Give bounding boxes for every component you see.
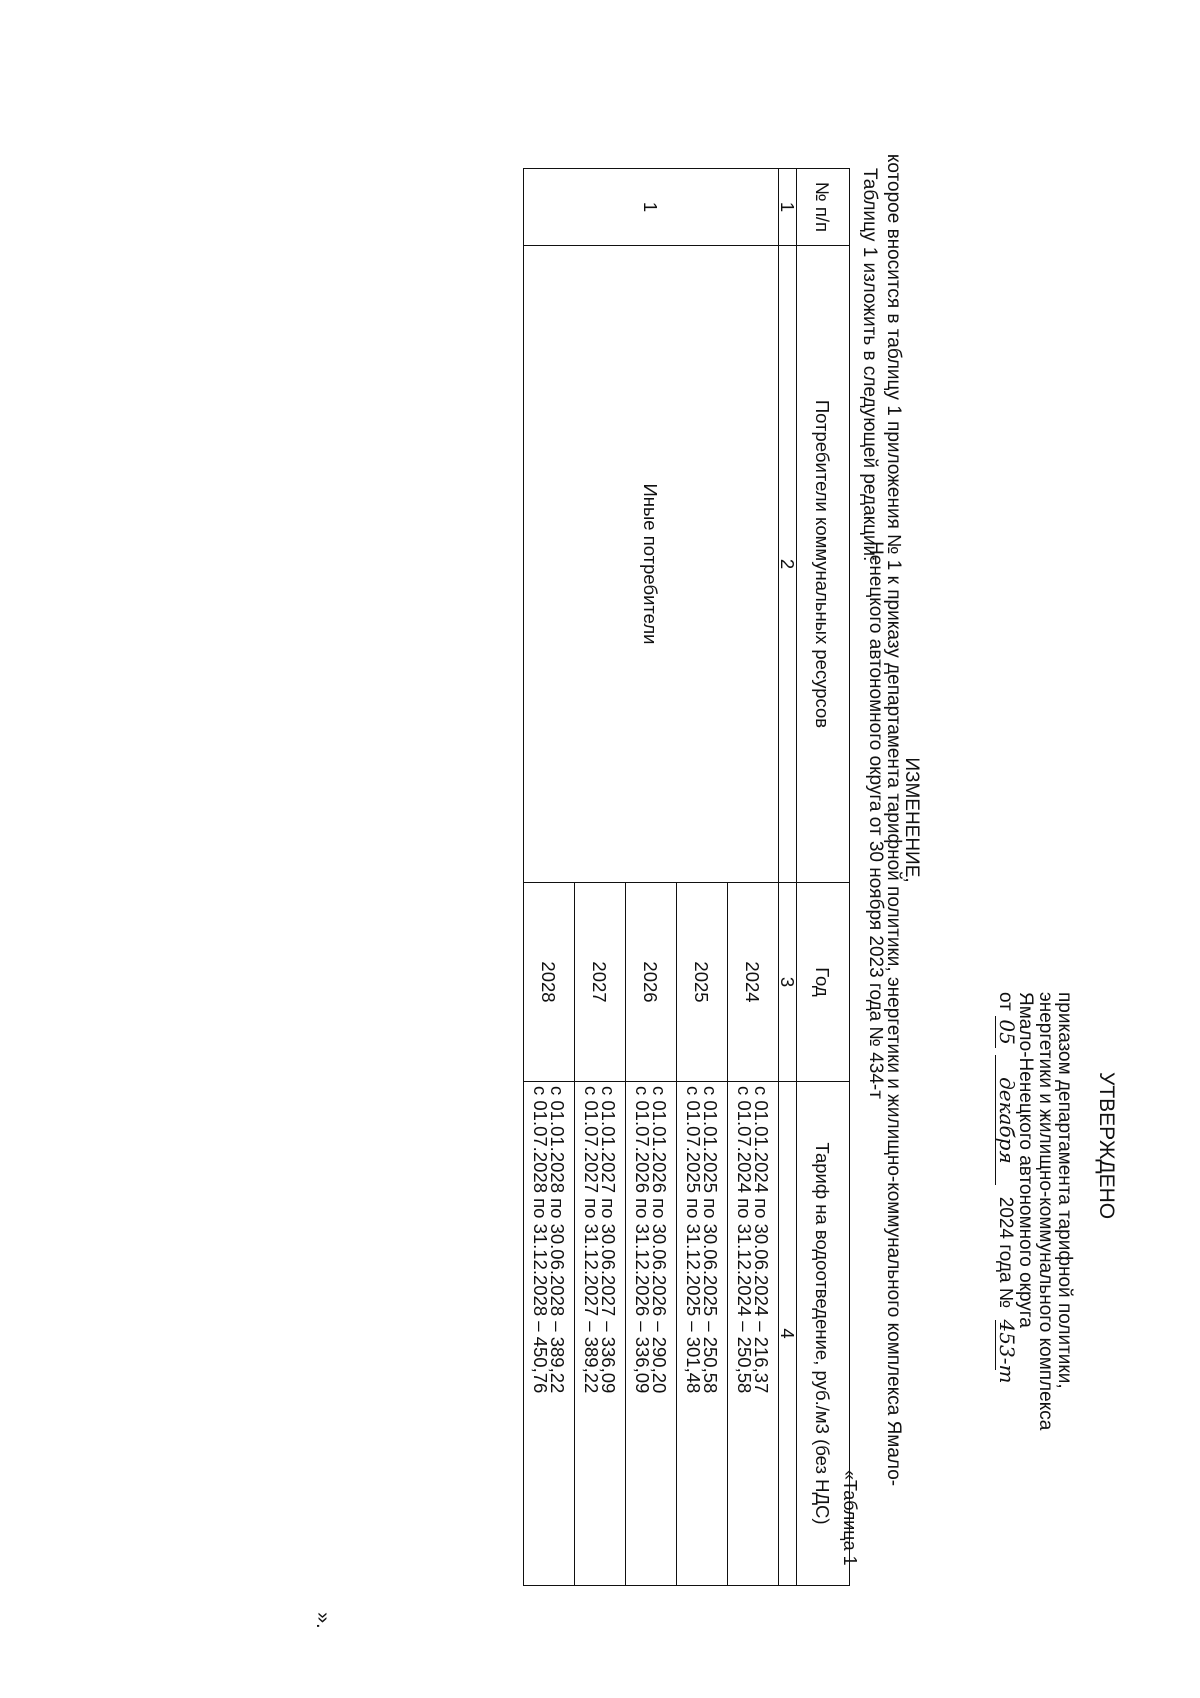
column-number: 4 [779, 1082, 797, 1586]
handwritten-day: 05 [996, 1016, 1017, 1048]
tariff-cell [626, 1082, 677, 1586]
year-cell: 2026 [626, 883, 677, 1082]
tariff-period: с 01.07.2028 по 31.12.2028 – 450,76 [530, 1086, 551, 1394]
tariff-cell [575, 1082, 626, 1586]
tariff-cell [524, 1082, 575, 1586]
year-cell: 2024 [728, 883, 779, 1082]
approval-date-line [996, 992, 1017, 1572]
approval-block [996, 992, 1117, 1572]
handwritten-month: декабря [996, 1055, 1017, 1185]
handwritten-order-number: 453-т [995, 1319, 1019, 1384]
tariff-period: с 01.07.2025 по 31.12.2025 – 301,48 [683, 1086, 704, 1394]
tariff-table [523, 168, 850, 1586]
header-num: № п/п [797, 169, 850, 246]
document-title: ИЗМЕНЕНИЕ, [901, 757, 922, 883]
document-subtitle: которое вносится в таблицу 1 приложения № 1 к приказу департамента тарифной политики, энергетики и жилищно-коммунального комплекса Ямало-Ненецкого автономного округа от 30 ноября 2023 года № 434-т [865, 153, 904, 1487]
table-header-row [797, 169, 850, 1586]
tariff-period: с 01.01.2028 по 30.06.2028 – 389,22 [547, 1086, 568, 1394]
row-number: 1 [524, 169, 779, 246]
column-number: 1 [779, 169, 797, 246]
year-cell: 2028 [524, 883, 575, 1082]
approval-line: энергетики и жилищно-коммунального комплекса [1035, 992, 1056, 1431]
instruction-text: Таблицу 1 изложить в следующей редакции: [859, 168, 880, 562]
column-number: 3 [779, 883, 797, 1082]
approval-line: приказом департамента тарифной политики, [1054, 992, 1076, 1389]
date-year-text: 2024 года № [995, 1196, 1016, 1309]
tariff-period: с 01.01.2024 по 30.06.2024 – 216,37 [751, 1086, 772, 1394]
header-consumers: Потребители коммунальных ресурсов [797, 246, 850, 883]
consumer-name: Иные потребители [524, 246, 779, 883]
date-prefix: от [995, 992, 1016, 1011]
tariff-period: с 01.07.2024 по 31.12.2024 – 250,58 [734, 1086, 755, 1394]
tariff-period: с 01.01.2027 по 30.06.2027 – 336,09 [598, 1086, 619, 1394]
header-tariff: Тариф на водоотведение, руб./м3 (без НДС) [797, 1082, 850, 1586]
approval-line: Ямало-Ненецкого автономного округа [1015, 992, 1037, 1328]
approved-stamp-text: УТВЕРЖДЕНО [1095, 1072, 1118, 1220]
header-year: Год [797, 883, 850, 1082]
tariff-cell [677, 1082, 728, 1586]
tariff-period: с 01.01.2026 по 30.06.2026 – 290,20 [649, 1086, 670, 1394]
tariff-period: с 01.01.2025 по 30.06.2025 – 250,58 [700, 1086, 721, 1394]
tariff-period: с 01.07.2026 по 31.12.2026 – 336,09 [632, 1086, 653, 1394]
column-number: 2 [779, 246, 797, 883]
year-cell: 2027 [575, 883, 626, 1082]
tariff-period: с 01.07.2027 по 31.12.2027 – 389,22 [581, 1086, 602, 1394]
table-label: «Таблица 1 [840, 1470, 860, 1566]
tariff-cell [728, 1082, 779, 1586]
column-number-row [779, 169, 797, 1586]
closing-quote: ». [312, 1612, 334, 1629]
year-cell: 2025 [677, 883, 728, 1082]
table-row [728, 169, 779, 1586]
